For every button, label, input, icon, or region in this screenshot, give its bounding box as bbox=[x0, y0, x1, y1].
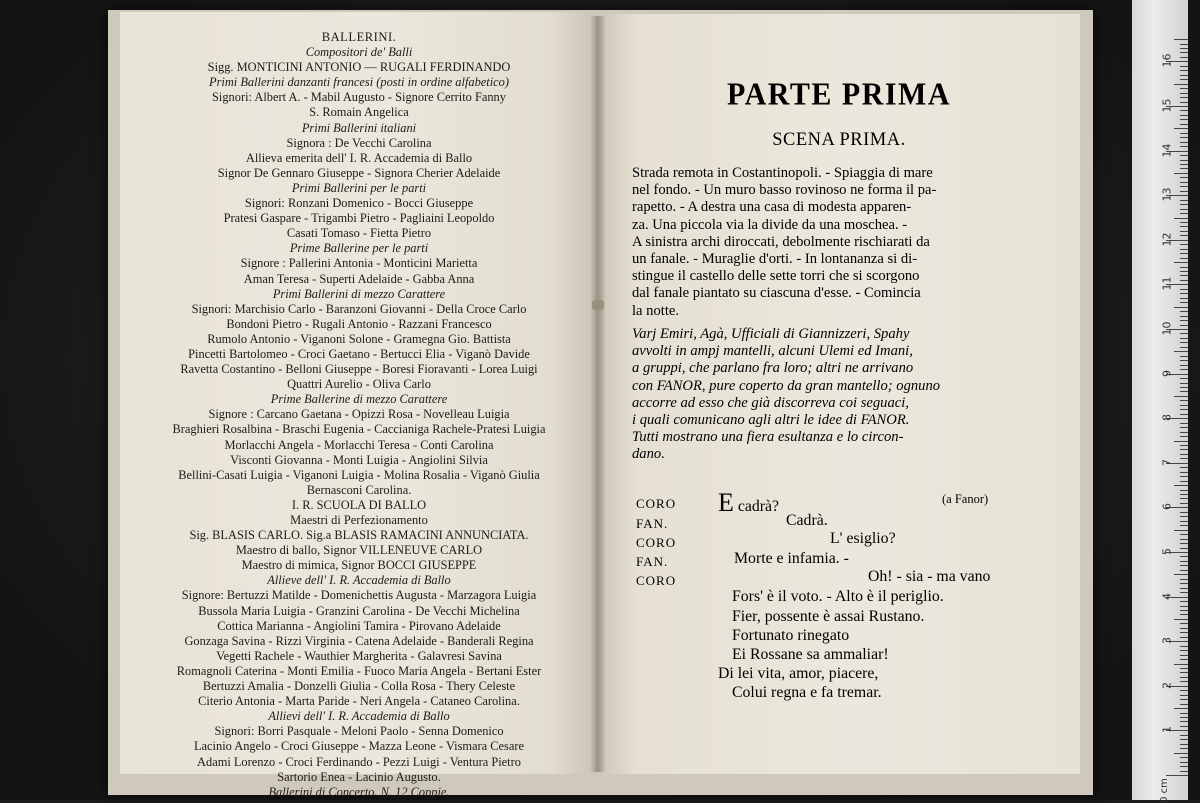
ruler-tick bbox=[1180, 57, 1188, 58]
ruler-number: 10 bbox=[1160, 321, 1174, 336]
ruler-tick bbox=[1180, 249, 1188, 250]
section-subheading: Prime Ballerine per le parti bbox=[289, 241, 429, 256]
direction-line: Varj Emiri, Agà, Ufficiali di Giannizzeri, Spahy bbox=[632, 326, 910, 342]
cast-line: Quattri Aurelio - Oliva Carlo bbox=[287, 377, 431, 392]
ruler-tick bbox=[1180, 543, 1188, 544]
ruler-tick bbox=[1180, 476, 1188, 477]
ruler-tick bbox=[1180, 766, 1188, 767]
ruler-tick bbox=[1180, 213, 1188, 214]
ruler-tick bbox=[1180, 369, 1188, 370]
ruler-tick bbox=[1180, 610, 1188, 611]
cast-line: Signore: Bertuzzi Matilde - Domenichettis Augusta - Marzagora Luigia bbox=[181, 588, 537, 603]
speaker-label: CORO bbox=[636, 496, 677, 511]
ruler-tick bbox=[1174, 664, 1188, 665]
cast-line: Signore : Carcano Gaetana - Opizzi Rosa - Novelleau Luigia bbox=[208, 407, 510, 422]
section-subheading: Prime Ballerine di mezzo Carattere bbox=[270, 392, 448, 407]
cast-line: Braghieri Rosalbina - Braschi Eugenia - Caccianiga Rachele-Pratesi Luigia bbox=[172, 422, 546, 437]
measurement-ruler bbox=[1132, 0, 1188, 803]
ruler-tick bbox=[1180, 405, 1188, 406]
description-line: nel fondo. - Un muro basso rovinoso ne forma il pa- bbox=[632, 182, 937, 199]
dialogue-line bbox=[718, 490, 779, 516]
ruler-tick bbox=[1180, 423, 1188, 424]
ruler-tick bbox=[1180, 449, 1188, 450]
ruler-tick bbox=[1180, 677, 1188, 678]
ruler-tick bbox=[1180, 70, 1188, 71]
description-line: A sinistra archi diroccati, debolmente rischiarati da bbox=[632, 233, 930, 250]
ruler-tick bbox=[1180, 498, 1188, 499]
ruler-tick bbox=[1180, 320, 1188, 321]
cast-line: Ravetta Costantino - Belloni Giuseppe - Boresi Fioravanti - Lorea Luigi bbox=[180, 362, 538, 377]
dialogue-line: L' esiglio? bbox=[830, 530, 896, 547]
cast-line: Signori: Albert A. - Mabil Augusto - Signore Cerrito Fanny bbox=[212, 90, 506, 105]
cast-line: Bertuzzi Amalia - Donzelli Giulia - Colla Rosa - Thery Celeste bbox=[202, 679, 516, 694]
ruler-unit-label: 0 cm bbox=[1158, 778, 1170, 803]
ruler-tick bbox=[1180, 200, 1188, 201]
cast-line: Sartorio Enea - Lacinio Augusto. bbox=[277, 769, 441, 784]
ruler-number: 6 bbox=[1160, 503, 1174, 511]
ruler-tick bbox=[1180, 735, 1188, 736]
direction-line: accorre ad esso che già discorreva coi seguaci, bbox=[632, 394, 909, 411]
ruler-tick bbox=[1180, 409, 1188, 410]
description-line: un fanale. - Muraglie d'orti. - In lontananza si di- bbox=[632, 251, 918, 268]
binding-thread bbox=[592, 300, 604, 310]
ruler-tick bbox=[1180, 690, 1188, 691]
ruler-tick bbox=[1180, 512, 1188, 513]
cast-line: Rumolo Antonio - Viganoni Solone - Gramegna Gio. Battista bbox=[207, 331, 511, 346]
ruler-tick bbox=[1180, 209, 1188, 210]
direction-line: dano. bbox=[632, 446, 665, 463]
dialogue-line: Cadrà. bbox=[786, 512, 828, 529]
section-subheading: Ballerini di Concerto. N. 12 Coppie. bbox=[268, 784, 450, 799]
section-subheading: Primi Ballerini per le parti bbox=[291, 180, 427, 195]
ruler-tick bbox=[1180, 347, 1188, 348]
ruler-tick bbox=[1180, 472, 1188, 473]
ruler-tick bbox=[1180, 467, 1188, 468]
ruler-tick bbox=[1174, 530, 1188, 531]
ruler-tick bbox=[1174, 708, 1188, 709]
ruler-tick bbox=[1180, 137, 1188, 138]
ruler-tick bbox=[1180, 75, 1188, 76]
ruler-tick bbox=[1180, 164, 1188, 165]
section-subheading: Allievi dell' I. R. Accademia di Ballo bbox=[268, 709, 450, 724]
ruler-tick bbox=[1180, 427, 1188, 428]
left-page bbox=[120, 12, 598, 799]
cast-line: Bellini-Casati Luigia - Viganoni Luigia - Molina Rosalia - Viganò Giulia bbox=[178, 467, 540, 482]
ruler-tick bbox=[1180, 503, 1188, 504]
ruler-tick bbox=[1180, 383, 1188, 384]
ruler-tick bbox=[1180, 556, 1188, 557]
ruler-tick bbox=[1180, 762, 1188, 763]
section-subheading: Allieve dell' I. R. Accademia di Ballo bbox=[267, 573, 451, 588]
direction-line: avvolti in ampj mantelli, alcuni Ulemi ed Imani, bbox=[632, 343, 913, 360]
ruler-tick bbox=[1180, 342, 1188, 343]
cast-list bbox=[120, 30, 598, 800]
ruler-tick bbox=[1180, 311, 1188, 312]
ruler-tick bbox=[1180, 302, 1188, 303]
ruler-tick bbox=[1180, 333, 1188, 334]
ruler-tick bbox=[1180, 391, 1188, 392]
ruler-tick bbox=[1180, 124, 1188, 125]
ruler-tick bbox=[1180, 632, 1188, 633]
cast-line: Adami Lorenzo - Croci Ferdinando - Pezzi Luigi - Ventura Pietro bbox=[197, 754, 521, 769]
cast-line: S. Romain Angelica bbox=[309, 105, 409, 120]
ruler-tick bbox=[1180, 222, 1188, 223]
ruler-number: 2 bbox=[1160, 681, 1174, 689]
ruler-tick bbox=[1180, 436, 1188, 437]
ruler-tick bbox=[1180, 280, 1188, 281]
ruler-tick bbox=[1174, 307, 1188, 308]
stage-description bbox=[632, 165, 1012, 320]
ruler-tick bbox=[1180, 133, 1188, 134]
speaker-label: CORO bbox=[636, 535, 677, 550]
ruler-tick bbox=[1180, 704, 1188, 705]
ruler-number: 4 bbox=[1160, 592, 1174, 600]
description-line: za. Una piccola via la divide da una moschea. - bbox=[632, 216, 908, 233]
ruler-tick bbox=[1180, 97, 1188, 98]
ruler-tick bbox=[1180, 695, 1188, 696]
cast-line: Signori: Marchisio Carlo - Baranzoni Giovanni - Della Croce Carlo bbox=[191, 301, 527, 316]
cast-line: Visconti Giovanna - Monti Luigia - Angiolini Silvia bbox=[230, 452, 488, 467]
ruler-tick bbox=[1174, 619, 1188, 620]
ruler-tick bbox=[1180, 592, 1188, 593]
cast-line: Gonzaga Savina - Rizzi Virginia - Catena Adelaide - Banderali Regina bbox=[184, 633, 534, 648]
ruler-tick bbox=[1180, 637, 1188, 638]
direction-line: Tutti mostrano una fiera esultanza e lo circon- bbox=[632, 429, 904, 446]
ruler-number: 13 bbox=[1160, 187, 1174, 202]
ruler-tick bbox=[1180, 458, 1188, 459]
cast-line: Cottica Marianna - Angiolini Tamira - Pirovano Adelaide bbox=[217, 618, 501, 633]
ruler-tick bbox=[1180, 601, 1188, 602]
section-heading: BALLERINI. bbox=[321, 30, 397, 44]
cast-line: Signori: Borri Pasquale - Meloni Paolo - Senna Domenico bbox=[214, 724, 504, 739]
ruler-tick bbox=[1180, 356, 1188, 357]
ruler-number: 15 bbox=[1160, 98, 1174, 113]
ruler-tick bbox=[1180, 699, 1188, 700]
ruler-tick bbox=[1180, 102, 1188, 103]
ruler-tick bbox=[1180, 235, 1188, 236]
cast-line: Lacinio Angelo - Croci Giuseppe - Mazza Leone - Vismara Cesare bbox=[193, 739, 524, 754]
ruler-tick bbox=[1180, 588, 1188, 589]
ruler-tick bbox=[1180, 655, 1188, 656]
ruler-tick bbox=[1174, 128, 1188, 129]
ruler-tick bbox=[1180, 258, 1188, 259]
cast-line: Maestro di mimica, Signor BOCCI GIUSEPPE bbox=[241, 558, 477, 573]
cast-line: Sig. BLASIS CARLO. Sig.a BLASIS RAMACINI ANNUNCIATA. bbox=[189, 528, 529, 543]
section-subheading: Compositori de' Balli bbox=[305, 45, 413, 60]
description-line: Strada remota in Costantinopoli. - Spiaggia di mare bbox=[632, 165, 933, 181]
ruler-tick bbox=[1174, 753, 1188, 754]
ruler-tick bbox=[1180, 771, 1188, 772]
ruler-tick bbox=[1180, 570, 1188, 571]
ruler-tick bbox=[1180, 360, 1188, 361]
direction-line: a gruppi, che parlano fra loro; altri ne arrivano bbox=[632, 360, 914, 377]
speaker-label: CORO bbox=[636, 573, 677, 588]
cast-line: Aman Teresa - Superti Adelaide - Gabba Anna bbox=[243, 271, 475, 286]
ruler-tick bbox=[1180, 606, 1188, 607]
ruler-tick bbox=[1180, 271, 1188, 272]
stage-direction-italic bbox=[632, 326, 1012, 464]
ruler-tick bbox=[1180, 494, 1188, 495]
cast-line: Casati Tomaso - Fietta Pietro bbox=[286, 226, 432, 241]
ruler-tick bbox=[1180, 623, 1188, 624]
cast-line: Signore : Pallerini Antonia - Monticini Marietta bbox=[240, 256, 478, 271]
ruler-tick bbox=[1180, 79, 1188, 80]
ruler-tick bbox=[1180, 365, 1188, 366]
ruler-tick bbox=[1174, 574, 1188, 575]
ruler-tick bbox=[1180, 659, 1188, 660]
ruler-tick bbox=[1180, 534, 1188, 535]
ruler-tick bbox=[1174, 351, 1188, 352]
ruler-tick bbox=[1180, 168, 1188, 169]
ruler-tick bbox=[1180, 516, 1188, 517]
ruler-tick bbox=[1180, 650, 1188, 651]
ruler-tick bbox=[1180, 400, 1188, 401]
ruler-tick bbox=[1180, 583, 1188, 584]
ruler-tick bbox=[1180, 338, 1188, 339]
ruler-tick bbox=[1180, 52, 1188, 53]
ruler-tick bbox=[1180, 244, 1188, 245]
verse-line: Colui regna e fa tremar. bbox=[732, 684, 882, 701]
speaker-label: FAN. bbox=[636, 516, 669, 531]
stage-note: (a Fanor) bbox=[942, 492, 989, 506]
ruler-tick bbox=[1180, 378, 1188, 379]
ruler-tick bbox=[1174, 173, 1188, 174]
ruler-tick bbox=[1180, 561, 1188, 562]
ruler-tick bbox=[1180, 293, 1188, 294]
cast-line: Sigg. MONTICINI ANTONIO — RUGALI FERDINANDO bbox=[207, 60, 511, 75]
direction-line: i quali comunicano agli altri le idee di FANOR. bbox=[632, 412, 910, 429]
ruler-tick bbox=[1180, 204, 1188, 205]
ruler-tick bbox=[1180, 186, 1188, 187]
ruler-tick bbox=[1180, 672, 1188, 673]
dialogue-line: Morte e infamia. - bbox=[734, 550, 849, 567]
ruler-number: 8 bbox=[1160, 414, 1174, 422]
ruler-tick bbox=[1180, 253, 1188, 254]
ruler-tick bbox=[1180, 713, 1188, 714]
verse-line: Fors' è il voto. - Alto è il periglio. bbox=[732, 588, 944, 605]
ruler-tick bbox=[1180, 521, 1188, 522]
ruler-tick bbox=[1180, 191, 1188, 192]
ruler-tick bbox=[1180, 44, 1188, 45]
ruler-tick bbox=[1180, 298, 1188, 299]
ruler-tick bbox=[1180, 48, 1188, 49]
description-line: dal fanale piantato su ciascuna d'esse. - Comincia bbox=[632, 285, 921, 302]
ruler-tick bbox=[1180, 142, 1188, 143]
ruler-tick bbox=[1180, 646, 1188, 647]
ruler-tick bbox=[1174, 262, 1188, 263]
verse-line: Fier, possente è assai Rustano. bbox=[732, 608, 925, 625]
ruler-tick bbox=[1180, 231, 1188, 232]
ruler-tick bbox=[1180, 744, 1188, 745]
speaker-label: FAN. bbox=[636, 554, 669, 569]
verse-line: Fortunato rinegato bbox=[732, 627, 850, 644]
ruler-tick bbox=[1180, 721, 1188, 722]
ruler-tick bbox=[1180, 757, 1188, 758]
ruler-tick bbox=[1180, 110, 1188, 111]
page-title: PARTE PRIMA bbox=[726, 77, 952, 112]
ruler-tick bbox=[1180, 93, 1188, 94]
dialogue-text: cadrà? bbox=[737, 498, 780, 515]
section-subheading: Primi Ballerini danzanti francesi (posti in ordine alfabetico) bbox=[209, 75, 509, 90]
ruler-tick bbox=[1166, 775, 1188, 776]
ruler-tick bbox=[1180, 177, 1188, 178]
ruler-tick bbox=[1180, 614, 1188, 615]
cast-line: Bussola Maria Luigia - Granzini Carolina - De Vecchi Michelina bbox=[198, 603, 520, 618]
ruler-tick bbox=[1180, 275, 1188, 276]
cast-line: Maestri di Perfezionamento bbox=[290, 513, 428, 527]
ruler-number: 3 bbox=[1160, 637, 1174, 645]
ruler-tick bbox=[1180, 481, 1188, 482]
cast-line: Signora : De Vecchi Carolina bbox=[286, 135, 432, 150]
ruler-tick bbox=[1180, 628, 1188, 629]
description-line: la notte. bbox=[632, 302, 680, 319]
ruler-tick bbox=[1180, 748, 1188, 749]
ruler-tick bbox=[1180, 146, 1188, 147]
section-subheading: Primi Ballerini di mezzo Carattere bbox=[272, 286, 446, 301]
cast-line: Morlacchi Angela - Morlacchi Teresa - Conti Carolina bbox=[224, 437, 494, 452]
ruler-tick bbox=[1174, 218, 1188, 219]
scene-heading: SCENA PRIMA. bbox=[772, 130, 906, 150]
cast-line: Pratesi Gaspare - Trigambi Pietro - Pagliaini Leopoldo bbox=[223, 211, 495, 226]
ruler-tick bbox=[1180, 160, 1188, 161]
ruler-tick bbox=[1180, 432, 1188, 433]
description-line: stingue il castello delle sette torri che si scorgono bbox=[632, 268, 920, 285]
ruler-tick bbox=[1174, 485, 1188, 486]
ruler-tick bbox=[1180, 668, 1188, 669]
ruler-tick bbox=[1180, 490, 1188, 491]
direction-line: con FANOR, pure coperto da gran mantello; ognuno bbox=[632, 377, 941, 394]
ruler-tick bbox=[1180, 579, 1188, 580]
ruler-tick bbox=[1180, 565, 1188, 566]
ruler-tick bbox=[1180, 182, 1188, 183]
ruler-tick bbox=[1180, 726, 1188, 727]
cast-line: Signor De Gennaro Giuseppe - Signora Cherier Adelaide bbox=[217, 165, 501, 180]
dialogue-line: Oh! - sia - ma vano bbox=[868, 568, 991, 585]
cast-line: Allieva emerita dell' I. R. Accademia di Ballo bbox=[245, 150, 473, 165]
ruler-number: 5 bbox=[1160, 548, 1174, 555]
cast-line: Maestro di ballo, Signor VILLENEUVE CARLO bbox=[235, 543, 483, 558]
ruler-tick bbox=[1174, 396, 1188, 397]
ruler-tick bbox=[1174, 84, 1188, 85]
cast-line: Signori: Ronzani Domenico - Bocci Giuseppe bbox=[244, 196, 474, 211]
ruler-tick bbox=[1180, 88, 1188, 89]
cast-line: Citerio Antonia - Marta Paride - Neri Angela - Cataneo Carolina. bbox=[198, 694, 520, 709]
ruler-tick bbox=[1180, 115, 1188, 116]
ruler-tick bbox=[1180, 414, 1188, 415]
ruler-tick bbox=[1180, 267, 1188, 268]
section-subheading: Primi Ballerini italiani bbox=[301, 120, 417, 135]
ruler-tick bbox=[1180, 155, 1188, 156]
cast-line: Pincetti Bartolomeo - Croci Gaetano - Bertucci Elia - Viganò Davide bbox=[188, 346, 530, 361]
description-line: rapetto. - A destra una casa di modesta apparen- bbox=[632, 199, 912, 216]
ruler-number: 9 bbox=[1160, 369, 1174, 377]
ruler-tick bbox=[1180, 445, 1188, 446]
ruler-tick bbox=[1180, 226, 1188, 227]
ruler-tick bbox=[1180, 316, 1188, 317]
ruler-tick bbox=[1180, 539, 1188, 540]
cast-line: Bernasconi Carolina. bbox=[306, 482, 412, 497]
ruler-tick bbox=[1180, 525, 1188, 526]
drop-initial: E bbox=[718, 488, 734, 517]
ruler-number: 7 bbox=[1160, 458, 1174, 466]
ruler-number: 1 bbox=[1160, 726, 1174, 734]
cast-line: Vegetti Rachele - Wauthier Margherita - Galavresi Savina bbox=[216, 648, 502, 663]
ruler-tick bbox=[1180, 548, 1188, 549]
ruler-number: 14 bbox=[1160, 143, 1174, 158]
ruler-number: 16 bbox=[1160, 53, 1174, 68]
cast-line: Bondoni Pietro - Rugali Antonio - Razzani Francesco bbox=[226, 316, 492, 331]
ruler-tick bbox=[1174, 441, 1188, 442]
ruler-tick bbox=[1174, 39, 1188, 40]
ruler-tick bbox=[1180, 454, 1188, 455]
ruler-tick bbox=[1180, 325, 1188, 326]
cast-line: Romagnoli Caterina - Monti Emilia - Fuoco Maria Angela - Bertani Ester bbox=[176, 663, 542, 678]
ruler-number: 11 bbox=[1160, 276, 1174, 291]
ruler-tick bbox=[1180, 739, 1188, 740]
ruler-tick bbox=[1180, 681, 1188, 682]
ruler-tick bbox=[1180, 717, 1188, 718]
verse-line: Ei Rossane sa ammaliar! bbox=[732, 646, 889, 663]
cast-line: I. R. SCUOLA DI BALLO bbox=[291, 497, 427, 512]
ruler-tick bbox=[1180, 387, 1188, 388]
verse-line: Di lei vita, amor, piacere, bbox=[718, 665, 879, 682]
ruler-tick bbox=[1180, 289, 1188, 290]
ruler-number: 12 bbox=[1160, 232, 1174, 247]
ruler-tick bbox=[1180, 119, 1188, 120]
ruler-tick bbox=[1180, 66, 1188, 67]
